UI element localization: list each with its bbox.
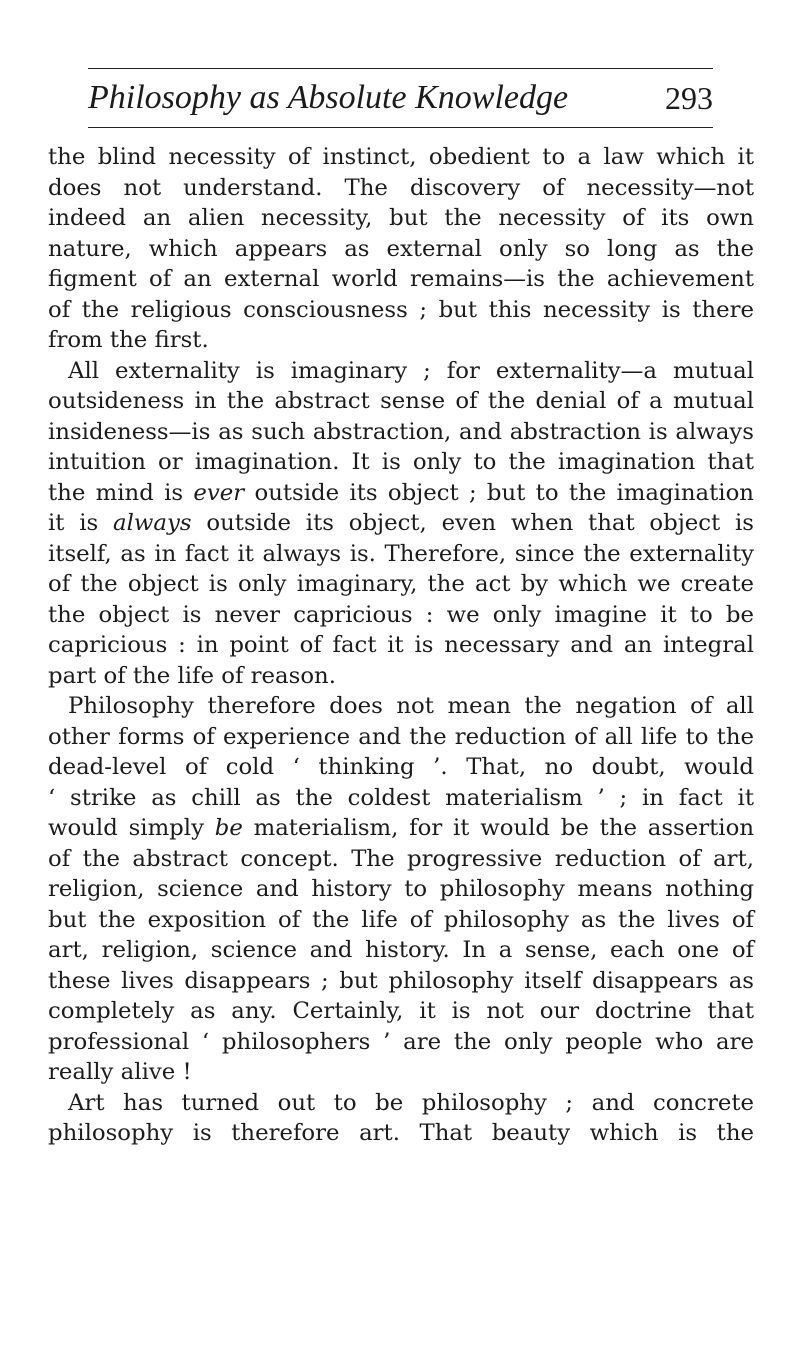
italic-word: be bbox=[214, 815, 243, 841]
text-line: capricious : in point of fact it is necessary and an integral bbox=[48, 632, 754, 658]
text-line: of the abstract concept. The progressive reduction of art, bbox=[48, 845, 754, 872]
text-line: art, religion, science and history. In a sense, each one of bbox=[48, 937, 754, 963]
text-line: itself, as in fact it always is. Therefore, since the externality bbox=[48, 540, 754, 567]
text-line: does not understand. The discovery of necessity—not bbox=[48, 174, 754, 201]
text-line: intuition or imagination. It is only to the imagination that bbox=[48, 449, 754, 475]
page-number: 293 bbox=[665, 80, 713, 116]
text-line: part of the life of reason. bbox=[48, 662, 336, 689]
running-title: Philosophy as Absolute Knowledge bbox=[88, 79, 569, 116]
text-line: figment of an external world remains—is the achievement bbox=[48, 266, 754, 292]
text-line: of the object is only imaginary, the act by which we create bbox=[48, 571, 754, 597]
text-line: other forms of experience and the reduction of all life to the bbox=[48, 723, 754, 750]
text-line: it is always outside its object, even when that object is bbox=[48, 510, 755, 536]
italic-word: always bbox=[113, 510, 192, 536]
text-line: philosophy is therefore art. That beauty which is the bbox=[48, 1120, 754, 1146]
text-line: completely as any. Certainly, it is not our doctrine that bbox=[48, 998, 754, 1024]
header-rule-top bbox=[88, 68, 713, 69]
paragraph-start-line: Philosophy therefore does not mean the negation of all bbox=[68, 693, 754, 719]
page-header bbox=[88, 78, 713, 124]
text-line: professional ‘ philosophers ’ are the only people who are bbox=[48, 1028, 754, 1055]
text-line: outsideness in the abstract sense of the denial of a mutual bbox=[48, 388, 754, 414]
text-line: the object is never capricious : we only imagine it to be bbox=[48, 601, 754, 628]
paragraph-start-line: All externality is imaginary ; for externality—a mutual bbox=[68, 357, 754, 384]
text-line: indeed an alien necessity, but the necessity of its own bbox=[48, 205, 754, 231]
text-line: the mind is ever outside its object ; but to the imagination bbox=[48, 479, 754, 506]
text-line: nature, which appears as external only so long as the bbox=[48, 235, 754, 262]
text-line: from the first. bbox=[48, 327, 209, 353]
paragraph-start-line: Art has turned out to be philosophy ; and concrete bbox=[68, 1089, 754, 1116]
text-line: would simply be materialism, for it would be the assertion bbox=[48, 815, 755, 841]
header-rule-bottom bbox=[88, 127, 713, 128]
text-line: the blind necessity of instinct, obedient to a law which it bbox=[48, 144, 754, 170]
text-line: but the exposition of the life of philosophy as the lives of bbox=[48, 906, 754, 933]
italic-word: ever bbox=[193, 479, 245, 506]
text-line: religion, science and history to philosophy means nothing bbox=[48, 876, 754, 902]
text-line: ‘ strike as chill as the coldest materialism ’ ; in fact it bbox=[48, 784, 754, 811]
text-line: dead-level of cold ‘ thinking ’. That, no doubt, would bbox=[48, 754, 754, 780]
body-text bbox=[48, 142, 754, 1149]
text-line: really alive ! bbox=[48, 1059, 192, 1085]
text-line: these lives disappears ; but philosophy itself disappears as bbox=[48, 967, 754, 994]
text-line: insideness—is as such abstraction, and abstraction is always bbox=[48, 418, 754, 445]
text-line: of the religious consciousness ; but this necessity is there bbox=[48, 296, 754, 323]
